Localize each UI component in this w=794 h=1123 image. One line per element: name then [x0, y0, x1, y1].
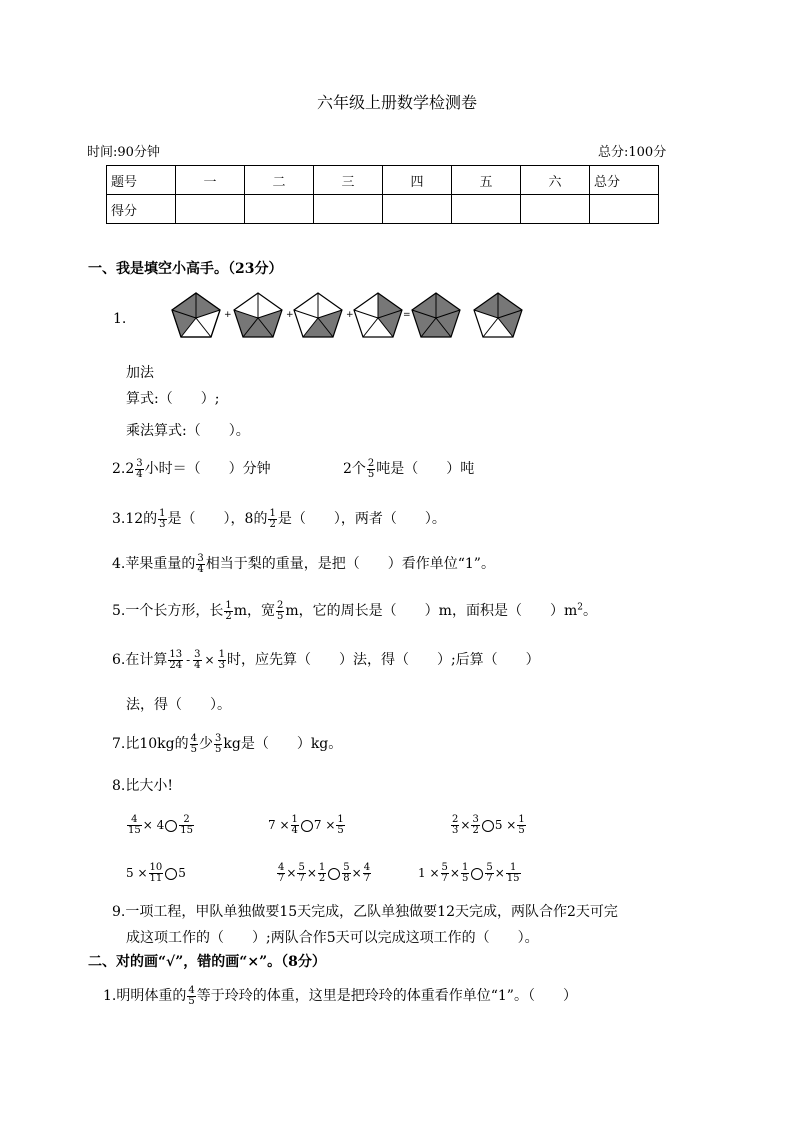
pentagon-4 — [354, 293, 402, 337]
score-cell[interactable] — [452, 195, 521, 224]
q6-line1: 6.在计算 $\frac{13}{24}$ - $\frac{3}{4}$ × $\frac{1}{3}$ 时，应先算（ ）法，得（ ）;后算（ ） — [112, 648, 540, 671]
score-row-label: 得分 — [107, 195, 176, 224]
score-cell[interactable] — [521, 195, 590, 224]
q8-expr-6: 1 × $\frac{5}{7}$ × $\frac{1}{5}$ $\frac{5}{7}$ × $\frac{1}{15}$ — [418, 862, 520, 884]
score-table-score-row — [107, 195, 659, 224]
section2-heading: 二、对的画“√”，错的画“×”。（8分） — [88, 954, 326, 970]
q3-text: 3.12的 $\frac{1}{3}$ 是（ ），8的 $\frac{1}{2}$ 是（ ），两者（ ）。 — [112, 507, 446, 530]
score-header-cell: 总分 — [590, 166, 659, 195]
q8-expr-2: 7 × $\frac{1}{4}$ 7 × $\frac{1}{5}$ — [268, 814, 344, 836]
q7-text: 7.比10kg的 $\frac{4}{5}$ 少 $\frac{3}{5}$ kg是（ ）kg。 — [112, 732, 343, 755]
q8-expr-1: $\frac{4}{15}$ × 4 $\frac{2}{15}$ — [128, 814, 193, 836]
score-cell[interactable] — [314, 195, 383, 224]
score-header-cell: 二 — [245, 166, 314, 195]
q1-number: 1. — [113, 311, 127, 327]
q1-mul-formula: 乘法算式:（ ）。 — [126, 423, 250, 439]
q8-expr-5: $\frac{4}{7}$ × $\frac{5}{7}$ × $\frac{1}{2}$ $\frac{5}{8}$ × $\frac{4}{7}$ — [278, 862, 371, 884]
time-label: 时间:90分钟 — [87, 145, 160, 160]
compare-circle[interactable] — [165, 868, 177, 880]
score-cell[interactable] — [176, 195, 245, 224]
compare-circle[interactable] — [471, 868, 483, 880]
section1-heading: 一、我是填空小高手。（23分） — [88, 261, 283, 277]
score-header-cell: 题号 — [107, 166, 176, 195]
q8-title: 8.比大小! — [112, 778, 173, 794]
equals-sign: = — [403, 310, 411, 320]
q6-line2: 法，得（ ）。 — [126, 697, 231, 713]
q2-part1: 2.2 $\frac{3}{4}$ 小时＝（ ）分钟 — [112, 457, 271, 480]
score-header-cell: 一 — [176, 166, 245, 195]
pentagon-6 — [474, 293, 522, 337]
q1-add-label: 加法 — [126, 365, 154, 381]
total-label: 总分:100分 — [598, 145, 667, 160]
q8-expr-4: 5 × $\frac{10}{11}$ 5 — [126, 862, 186, 884]
pentagon-3 — [294, 293, 342, 337]
s2-q1-text: 1.明明体重的 $\frac{4}{5}$ 等于玲玲的体重，这里是把玲玲的体重看作单位“1”。（ ） — [103, 984, 577, 1007]
page-title: 六年级上册数学检测卷 — [316, 93, 477, 112]
q2-part2: 2个 $\frac{2}{5}$ 吨是（ ）吨 — [343, 457, 475, 480]
q9-line2: 成这项工作的（ ）;两队合作5天可以完成这项工作的（ ）。 — [126, 930, 539, 946]
plus-sign: + — [346, 310, 354, 320]
score-header-cell: 三 — [314, 166, 383, 195]
pentagon-1 — [172, 293, 220, 337]
q4-text: 4.苹果重量的 $\frac{3}{4}$ 相当于梨的重量，是把（ ）看作单位“1”。 — [112, 552, 495, 575]
plus-sign: + — [286, 310, 294, 320]
compare-circle[interactable] — [165, 820, 177, 832]
score-header-cell: 六 — [521, 166, 590, 195]
score-table — [106, 165, 659, 224]
score-header-cell: 五 — [452, 166, 521, 195]
compare-circle[interactable] — [328, 868, 340, 880]
score-cell[interactable] — [245, 195, 314, 224]
score-cell[interactable] — [383, 195, 452, 224]
compare-circle[interactable] — [301, 820, 313, 832]
pentagon-figures — [170, 290, 530, 340]
q1-add-formula: 算式:（ ）; — [126, 391, 220, 407]
q9-line1: 9.一项工程，甲队单独做要15天完成，乙队单独做要12天完成，两队合作2天可完 — [112, 904, 618, 920]
score-table-header-row — [107, 166, 659, 195]
pentagon-2 — [234, 293, 282, 337]
q8-expr-3: $\frac{2}{3}$ × $\frac{3}{2}$ 5 × $\frac{1}{5}$ — [452, 814, 525, 836]
pentagon-5 — [412, 293, 460, 337]
q5-text: 5.一个长方形，长 $\frac{1}{2}$ m，宽 $\frac{2}{5}$ m，它的周长是（ ）m，面积是（ ）$m^2$。 — [112, 599, 597, 622]
compare-circle[interactable] — [482, 820, 494, 832]
plus-sign: + — [224, 310, 232, 320]
score-header-cell: 四 — [383, 166, 452, 195]
score-cell[interactable] — [590, 195, 659, 224]
